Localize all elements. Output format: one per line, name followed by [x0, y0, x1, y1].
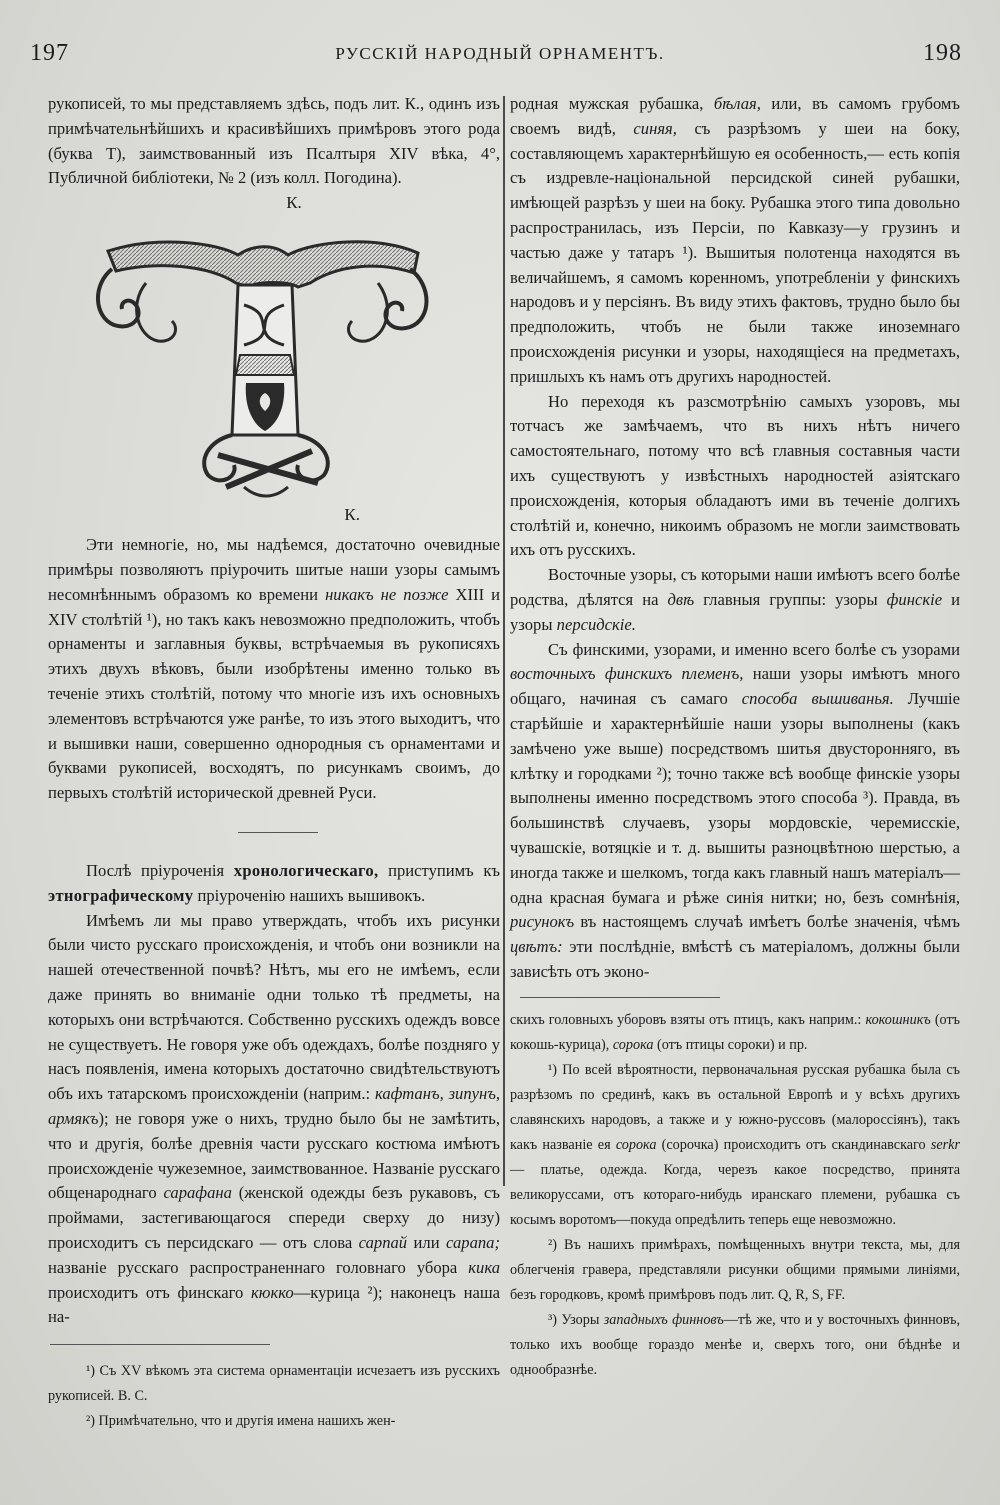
right-column — [510, 92, 960, 1383]
footnote-separator-right — [520, 997, 720, 998]
footnotes-left — [48, 1359, 500, 1434]
figure-label: К. — [286, 193, 302, 213]
ornamental-initial-figure — [48, 225, 500, 505]
paragraph-2: Послѣ пріуроченія хронологическаго, приступимъ къ этнографическому пріуроченію нашихъ вышивокъ. — [48, 860, 500, 905]
footnotes-right — [510, 1008, 960, 1383]
paragraph-right-3: Восточные узоры, съ которыми наши имѣютъ всего болѣе родства, дѣлятся на двѣ главныя группы: узоры финскіе и узоры персидскіе. — [510, 565, 960, 634]
paragraph-right-4: Съ финскими, узорами, и именно всего болѣе съ узорами восточныхъ финскихъ племенъ, наши узоры имѣютъ много общаго, начиная съ самаго способа вышиванья. Лучшіе старѣйшіе и характернѣйшіе наши узоры выполнены (какъ замѣчено уже выше) посредствомъ шитья двусторонняго, въ клѣтку и городками ²); точно также всѣ вообще финскіе узоры выполнены именно посредствомъ этого способа ³). Правда, въ большинствѣ случаевъ, узоры мордовскіе, черемисскіе, чувашскіе, вотяцкіе и т. д. вышиты разноцвѣтною шерстью, а иногда также и шелкомъ, тогда какъ главный нашъ матеріалъ— одна красная бумага и рѣже синія нитки; но, безъ сомнѣнія, рисунокъ въ настоящемъ случаѣ имѣетъ болѣе значенія, чѣмъ цвѣтъ: эти послѣдніе, вмѣстѣ съ матеріаломъ, должны были зависѣть отъ эконо- — [510, 639, 961, 981]
intro-paragraph: рукописей, то мы представляемъ здѣсь, подъ лит. К., одинъ изъ примѣчательнѣйшихъ и красивѣйшихъ примѣровъ этого рода (буква Т), заимствованный изъ Псалтыря XIV вѣка, 4°, Публичной библіотеки, № 2 (изъ колл. Погодина). — [48, 94, 500, 188]
figure-caption: К. — [344, 505, 360, 525]
footnote-right-1: ¹) По всей вѣроятности, первоначальная русская рубашка была съ разрѣзомъ по срединѣ, какъ въ остальной Европѣ и у всѣхъ другихъ славянскихъ народовъ, а также и у южно-руссовъ (малороссіянъ), такъ какъ названіе ея сорока (сорочка) происходитъ отъ скандинавскаго serkr — платье, одежда. Когда, черезъ какое посредство, принята великоруссами, отъ котораго-нибудь иранскаго племени, рубашка съ косымъ воротомъ—покуда опредѣлить теперь еще невозможно. — [510, 1061, 960, 1228]
ornamental-initial-letter-icon — [48, 225, 500, 505]
footnote-2: ²) Примѣчательно, что и другія имена нашихъ жен- — [86, 1413, 396, 1430]
page-number-right: 198 — [923, 40, 962, 66]
running-header — [0, 40, 1000, 80]
footnote-right-2: ²) Въ нашихъ примѣрахъ, помѣщенныхъ внутри текста, мы, для облегченія гравера, представляли рисунки общими прямыми линіями, безъ городковъ, кромѣ примѣровъ подъ лит. Q, R, S, FF. — [510, 1236, 960, 1303]
paragraph-1: Эти немногіе, но, мы надѣемся, достаточно очевидные примѣры позволяютъ пріурочить шитые наши узоры самымъ несомнѣннымъ образомъ ко времени никакъ не позже XIII и XIV столѣтій ¹), но такъ какъ невозможно предположить, чтобъ орнаменты и заглавныя буквы, встрѣчаемыя въ рукописяхъ этихъ двухъ вѣковъ, были изобрѣтены именно только въ теченіе этихъ столѣтій, потому что многіе изъ ихъ основныхъ элементовъ встрѣчаются уже ранѣе, то изъ этого выходитъ, что и вышивки наши, совершенно однородныя съ орнаментами и буквами рукописей, восходятъ, по рисункамъ своимъ, до первыхъ столѣтій исторической древней Руси. — [48, 535, 500, 803]
page-number-left: 197 — [30, 40, 69, 66]
section-separator — [238, 832, 318, 833]
paragraph-right-2: Но переходя къ разсмотрѣнію самыхъ узоровъ, мы тотчасъ же замѣчаемъ, что въ нихъ нѣтъ ничего самостоятельнаго, потому что всѣ главныя составныя части ихъ существуютъ у извѣстныхъ народностей азіятскаго происхожденія, которыя обладаютъ ими въ теченіе долгихъ столѣтій и, конечно, никоимъ образомъ не могли заимствовать ихъ отъ русскихъ. — [510, 391, 960, 560]
footnote-separator — [50, 1344, 270, 1345]
column-divider — [503, 96, 505, 1186]
footnote-continuation: скихъ головныхъ уборовъ взяты отъ птицъ, какъ наприм.: кокошникъ (отъ кокошь-курица), сорока (отъ птицы сороки) и пр. — [510, 1011, 960, 1053]
paragraph-right-1: родная мужская рубашка, бѣлая, или, въ самомъ грубомъ своемъ видѣ, синяя, съ разрѣзомъ у шеи на боку, составляющемъ характернѣйшую ея особенность,— есть копія съ издревле-національной персидской синей рубашки, имѣющей разрѣзъ у шеи на боку. Рубашка этого типа довольно распространилась, изъ Персіи, по Кавказу—у грузинъ и частью даже у татаръ ¹). Вышитыя полотенца находятся въ величайшемъ, я самомъ коренномъ, употребленіи у финскихъ народовъ и у персіянъ. Въ виду этихъ фактовъ, трудно было бы предположить, чтобъ не были также иноземнаго происхожденія рисунки и узоры, находящіеся на предметахъ, пришлыхъ къ намъ отъ другихъ народностей. — [510, 94, 961, 386]
footnote-right-3: ³) Узоры западныхъ финновъ—тѣ же, что и у восточныхъ финновъ, только ихъ вообще гораздо менѣе и, сверхъ того, они бѣднѣе и однообразнѣе. — [510, 1311, 960, 1378]
running-title: РУССКІЙ НАРОДНЫЙ ОРНАМЕНТЪ. — [335, 44, 665, 63]
footnote-1: ¹) Съ XV вѣкомъ эта система орнаментаціи исчезаетъ изъ русскихъ рукописей. В. С. — [48, 1363, 500, 1405]
left-column — [48, 92, 500, 1434]
paragraph-3: Имѣемъ ли мы право утверждать, чтобъ ихъ рисунки были чисто русскаго происхожденія, и чтобъ они возникли на нашей отечественной почвѣ? Нѣтъ, мы его не имѣемъ, если даже принять во вниманіе одни только тѣ предметы, на которыхъ они встрѣчаются. Собственно русскихъ одеждъ вовсе не существуетъ. Не говоря уже объ одеждахъ, болѣе поздняго у насъ появленія, имена которыхъ достаточно свидѣтельствуютъ объ ихъ татарскомъ происхожденіи (наприм.: кафтанъ, зипунъ, армякъ); не говоря уже о нихъ, трудно было бы не замѣтить, что и другія, болѣе древнія части русскаго костюма имѣютъ происхожденіе чужеземное, заимствованное. Названіе русскаго общенароднаго сарафана (женской одежды безъ рукавовъ, съ проймами, застегивающагося спереди сверху до низу) происходитъ съ персидскаго — отъ слова сарпай или сарапа; названіе русскаго распространеннаго головнаго убора кика происходитъ отъ финскаго кюкко—курица ²); наконецъ наша на- — [48, 910, 500, 1327]
